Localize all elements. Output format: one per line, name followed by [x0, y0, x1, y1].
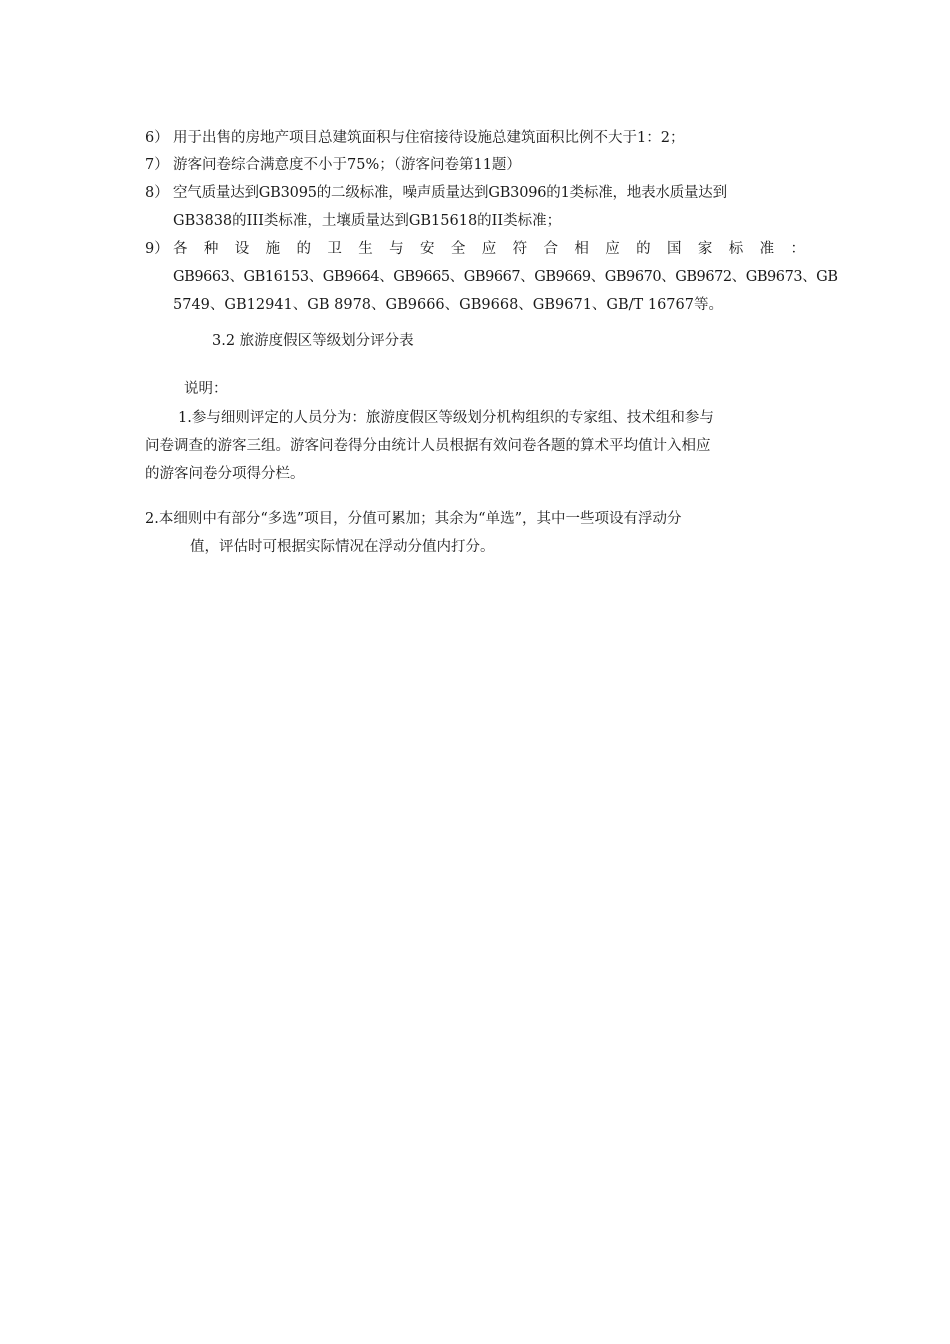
note-paragraph-line: 问卷调查的游客三组。游客问卷得分由统计人员根据有效问卷各题的算术平均值计入相应: [145, 438, 711, 454]
list-item-number: 7）: [145, 157, 169, 173]
note-paragraph-line: 1.参与细则评定的人员分为：旅游度假区等级划分机构组织的专家组、技术组和参与: [178, 410, 714, 426]
list-item-number: 9）: [145, 241, 169, 257]
justified-char: 各: [173, 241, 188, 257]
list-item-text: 5749、GB12941、GB 8978、GB9666、GB9668、GB9671、GB/T 16767等。: [173, 297, 723, 313]
justified-char: ：: [790, 241, 805, 257]
note-paragraph-line: 的游客问卷分项得分栏。: [145, 466, 305, 482]
justified-char: 家: [697, 241, 713, 257]
list-item-text: 游客问卷综合满意度不小于75%；（游客问卷第11题）: [173, 157, 521, 173]
list-item-number: 8）: [145, 185, 169, 201]
list-item-text: [173, 239, 805, 259]
note-paragraph-line: 值，评估时可根据实际情况在浮动分值内打分。: [190, 539, 495, 555]
justified-char: 符: [512, 241, 528, 257]
note-label: 说明：: [184, 381, 228, 397]
justified-char: 与: [389, 241, 404, 257]
justified-char: 施: [265, 241, 281, 257]
justified-char: 相: [574, 241, 589, 257]
justified-char: 生: [358, 241, 373, 257]
justified-char: 全: [450, 241, 466, 257]
justified-char: 合: [543, 241, 558, 257]
justified-char: 卫: [327, 241, 342, 257]
list-item-number: 6）: [145, 130, 169, 146]
justified-char: 标: [728, 241, 744, 257]
list-item-text: GB3838的III类标准，土壤质量达到GB15618的II类标准；: [173, 213, 562, 229]
justified-char: 应: [605, 241, 620, 257]
justified-char: 种: [203, 241, 219, 257]
list-item-text: 用于出售的房地产项目总建筑面积与住宿接待设施总建筑面积比例不大于1：2；: [173, 130, 685, 146]
justified-char: 国: [667, 241, 682, 257]
list-item-text: 空气质量达到GB3095的二级标准，噪声质量达到GB3096的1类标准，地表水质量达到: [173, 185, 727, 201]
justified-char: 安: [420, 241, 435, 257]
note-paragraph-line: 2.本细则中有部分“多选”项目，分值可累加；其余为“单选”，其中一些项设有浮动分: [145, 511, 682, 527]
justified-char: 的: [296, 241, 311, 257]
section-heading: 3.2 旅游度假区等级划分评分表: [212, 333, 414, 349]
justified-char: 设: [234, 241, 250, 257]
justified-char: 应: [481, 241, 497, 257]
justified-char: 准: [759, 241, 775, 257]
justified-char: 的: [636, 241, 651, 257]
list-item-text: GB9663、GB16153、GB9664、GB9665、GB9667、GB9669、GB9670、GB9672、GB9673、GB: [173, 269, 838, 285]
